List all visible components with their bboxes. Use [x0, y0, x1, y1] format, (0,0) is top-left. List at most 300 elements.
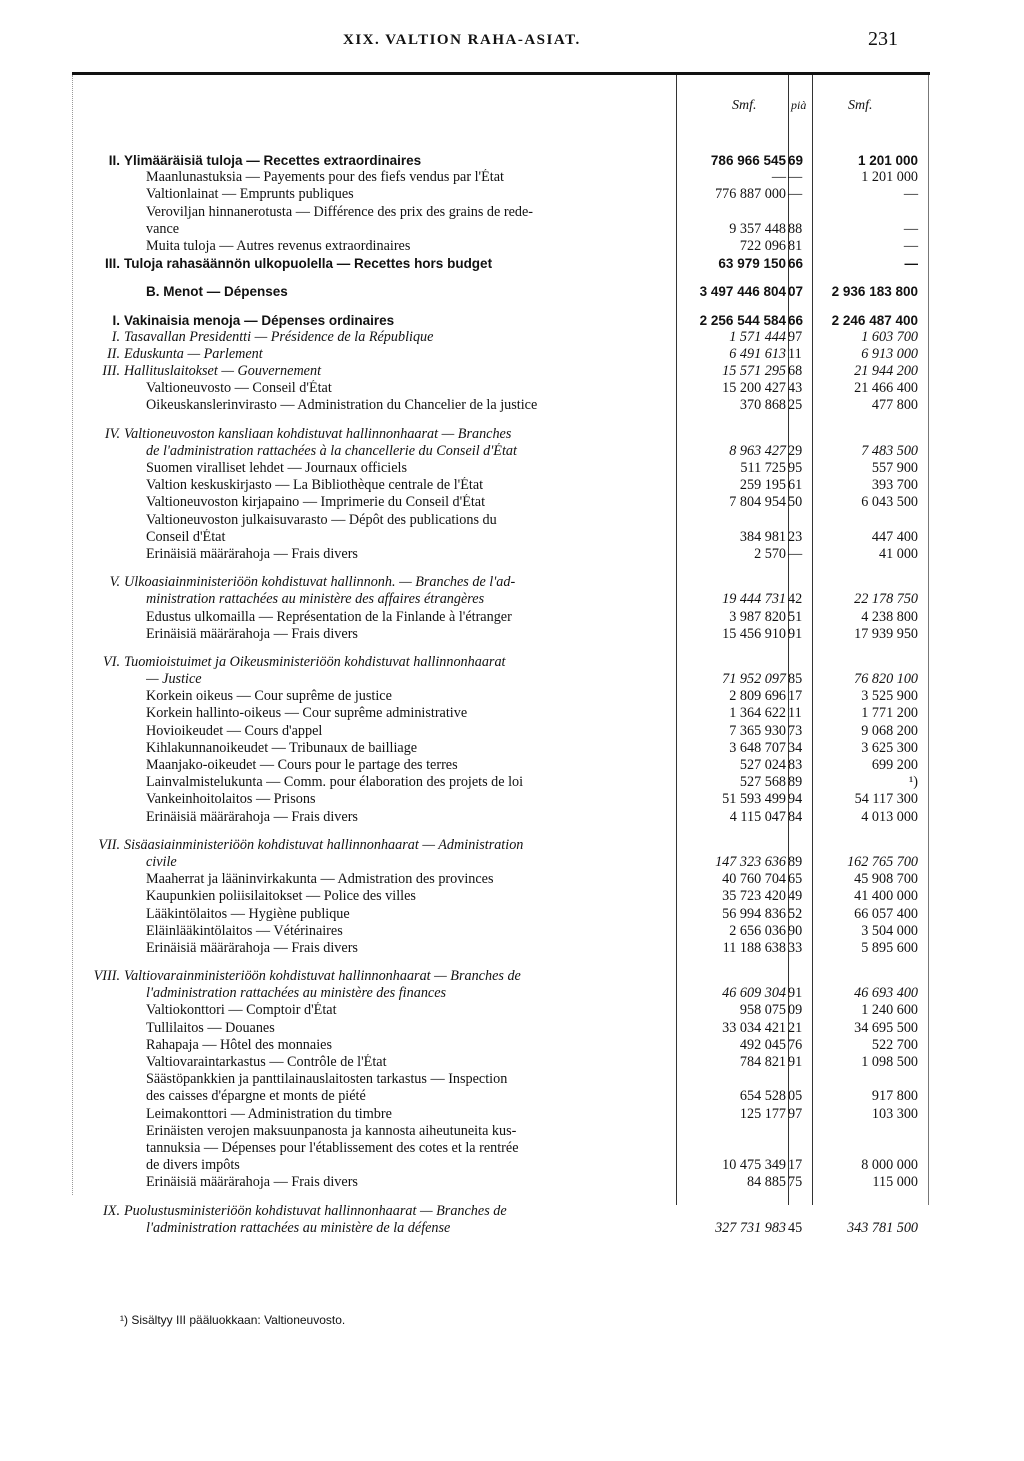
table-row [76, 654, 926, 671]
row-number: I. [112, 312, 120, 328]
value-c2: 49 [788, 888, 803, 905]
value-c3: 343 781 500 [847, 1219, 918, 1236]
value-c1: 511 725 [740, 460, 786, 476]
value-c1: 6 491 613 [729, 345, 786, 362]
value-c3: 9 068 200 [861, 722, 918, 739]
value-c3: 46 693 400 [854, 985, 918, 1002]
row-label [146, 1054, 672, 1071]
row-label-text: Maaherrat ja lääninvirkakunta — Admistration des provinces [146, 871, 494, 888]
row-label [146, 529, 672, 546]
table-row [76, 380, 926, 397]
value-c3: 1 098 500 [861, 1054, 918, 1070]
value-c1: 7 365 930 [729, 722, 786, 739]
value-c1: 958 075 [739, 1002, 786, 1019]
row-label [146, 854, 672, 871]
value-c2: 88 [788, 220, 803, 237]
value-c2: 91 [788, 1054, 803, 1070]
value-c2: 17 [788, 1157, 803, 1174]
table-row [76, 774, 926, 791]
value-c3: 522 700 [871, 1036, 918, 1053]
table-row [76, 221, 926, 238]
value-c3: 8 000 000 [861, 1157, 918, 1174]
table-row [76, 923, 926, 940]
row-label-text: Muita tuloja — Autres revenus extraordinaires [146, 237, 411, 254]
value-c1: 527 024 [739, 757, 786, 773]
table-row [76, 204, 926, 221]
value-c2: — [788, 186, 803, 203]
table-row [76, 723, 926, 740]
row-label [124, 574, 672, 591]
value-c3: 699 200 [871, 757, 918, 773]
value-c2: 75 [788, 1174, 803, 1191]
table-row [76, 152, 926, 169]
value-c1: 35 723 420 [722, 888, 786, 905]
value-c2: 66 [788, 312, 804, 328]
row-spacer [76, 563, 926, 574]
row-label [146, 1140, 672, 1157]
value-c1: 776 887 000 [715, 186, 786, 203]
row-label [146, 940, 672, 957]
table-row [76, 574, 926, 591]
value-c2: 69 [788, 153, 804, 168]
value-c2: 83 [788, 757, 803, 773]
table-row [76, 985, 926, 1002]
row-label-text: des caisses d'épargne et monts de piété [146, 1088, 366, 1105]
value-c1: 527 568 [739, 774, 786, 791]
value-c1: — [771, 169, 786, 186]
value-c2: 45 [788, 1219, 803, 1236]
value-c1: 3 497 446 804 [699, 284, 786, 300]
row-label-text: Eläinlääkintölaitos — Vétérinaires [146, 922, 343, 939]
column-header-c3: Smf. [848, 98, 873, 113]
row-label-text: Korkein hallinto-oikeus — Cour suprême administrative [146, 705, 468, 722]
value-c1: 259 195 [739, 477, 786, 494]
value-c2: 11 [788, 705, 802, 722]
table-row [76, 397, 926, 414]
table-row [76, 426, 926, 443]
row-label [146, 512, 672, 529]
row-label-text: Erinäisiä määrärahoja — Frais divers [146, 1174, 358, 1191]
row-label-text: de divers impôts [146, 1157, 240, 1174]
table-row [76, 529, 926, 546]
row-label [146, 923, 672, 940]
table-row [76, 1220, 926, 1237]
value-c3: 21 944 200 [854, 363, 918, 380]
table-row [76, 1157, 926, 1174]
value-c2: 23 [788, 528, 803, 545]
row-label-text: de l'administration rattachées à la chancellerie du Conseil d'État [146, 442, 517, 459]
value-c1: 784 821 [739, 1054, 786, 1070]
value-c3: — [903, 220, 918, 237]
footnote: ¹) Sisältyy III pääluokkaan: Valtioneuvosto. [120, 1313, 346, 1327]
value-c2: 76 [788, 1036, 803, 1053]
row-label-text: Erinäisiä määrärahoja — Frais divers [146, 625, 358, 642]
row-label-text: Conseil d'État [146, 528, 226, 545]
table-row [76, 460, 926, 477]
row-label [146, 380, 672, 397]
row-label [146, 671, 672, 688]
value-c3: 3 504 000 [861, 922, 918, 939]
row-label [146, 906, 672, 923]
value-c1: 2 809 696 [729, 688, 786, 705]
row-label [146, 204, 672, 221]
value-c3: 41 400 000 [854, 888, 918, 905]
dot-leader [146, 867, 672, 868]
table-row [76, 255, 926, 272]
value-c2: 25 [788, 397, 803, 414]
row-label-text: Valtiokonttori — Comptoir d'État [146, 1002, 337, 1019]
value-c3: 41 000 [878, 545, 918, 562]
value-c3: 6 913 000 [861, 345, 918, 362]
value-c1: 33 034 421 [722, 1019, 786, 1036]
running-title: XIX. VALTION RAHA-ASIAT. [343, 32, 581, 48]
table-row [76, 1123, 926, 1140]
row-label-text: — Justice [146, 671, 202, 688]
value-c2: 91 [788, 985, 803, 1002]
row-label-text: Valtioneuvoston kansliaan kohdistuvat hallinnonhaarat — Branches [124, 425, 512, 442]
value-c2: 68 [788, 363, 803, 380]
value-c2: 50 [788, 494, 803, 511]
table-row [76, 757, 926, 774]
table-row [76, 512, 926, 529]
value-c3: 76 820 100 [854, 671, 918, 688]
row-label [146, 283, 672, 301]
row-label-text: Valtionlainat — Emprunts publiques [146, 186, 354, 203]
row-label-text: Valtioneuvoston kirjapaino — Imprimerie du Conseil d'État [146, 494, 486, 511]
row-label [146, 871, 672, 888]
value-c1: 15 571 295 [722, 363, 786, 380]
value-c1: 722 096 [739, 237, 786, 254]
row-label-text: tannuksia — Dépenses pour l'établissement des cotes et la rentrée [146, 1139, 519, 1156]
row-label [124, 837, 672, 854]
row-spacer [76, 415, 926, 426]
row-number: II. [108, 153, 120, 168]
value-c3: 103 300 [871, 1105, 918, 1122]
row-label-text: Vankeinhoitolaitos — Prisons [146, 791, 316, 808]
table-row [76, 1020, 926, 1037]
value-c3: 1 603 700 [861, 328, 918, 345]
row-label [146, 1020, 672, 1037]
row-label-text: Hallituslaitokset — Gouvernement [124, 363, 322, 380]
table-row [76, 1071, 926, 1088]
row-label-text: Säästöpankkien ja panttilainauslaitosten tarkastus — Inspection [146, 1071, 508, 1088]
row-number: III. [102, 363, 120, 380]
table-row [76, 1106, 926, 1123]
value-c3: 5 895 600 [861, 939, 918, 956]
table-row [76, 888, 926, 905]
value-c1: 3 648 707 [729, 739, 786, 756]
row-label [146, 238, 672, 255]
row-number: II. [107, 345, 120, 362]
row-label-text: Eduskunta — Parlement [124, 345, 263, 362]
row-spacer [76, 1192, 926, 1203]
row-label [146, 888, 672, 905]
row-label-text: Oikeuskanslerinvirasto — Administration du Chancelier de la justice [146, 397, 538, 414]
row-spacer [76, 272, 926, 283]
page-header [0, 28, 1024, 54]
row-label-text: Sisäasiainministeriöön kohdistuvat hallinnonhaarat — Administration [124, 836, 524, 853]
value-c3: 2 246 487 400 [831, 312, 918, 328]
row-label [146, 1220, 672, 1237]
table-row [76, 906, 926, 923]
table-row [76, 1203, 926, 1220]
row-label [124, 152, 672, 170]
table-row [76, 940, 926, 957]
value-c3: 22 178 750 [854, 591, 918, 608]
value-c2: 61 [788, 477, 803, 494]
value-c1: 1 571 444 [729, 328, 786, 345]
value-c3: 17 939 950 [854, 625, 918, 642]
row-label-text: civile [146, 853, 177, 870]
value-c1: 147 323 636 [715, 853, 786, 870]
table-row [76, 968, 926, 985]
row-label-text: Lääkintölaitos — Hygiène publique [146, 905, 350, 922]
value-c3: 3 625 300 [861, 739, 918, 756]
dot-leader [146, 684, 672, 685]
row-label-text: Kaupunkien poliisilaitokset — Police des villes [146, 888, 416, 905]
table-row [76, 609, 926, 626]
row-label [146, 477, 672, 494]
row-label-text: B. Menot — Dépenses [146, 284, 288, 300]
row-label [146, 1157, 672, 1174]
row-number: VII. [98, 836, 120, 853]
row-label-text: Valtioneuvosto — Conseil d'État [146, 380, 332, 397]
row-label [146, 1002, 672, 1019]
value-c2: 89 [788, 774, 803, 791]
row-label-text: Erinäisiä määrärahoja — Frais divers [146, 808, 358, 825]
value-c3: 45 908 700 [854, 871, 918, 888]
value-c3: 21 466 400 [854, 380, 918, 397]
row-number: I. [111, 328, 120, 345]
row-label-text: ministration rattachées au ministère des affaires étrangères [146, 591, 485, 608]
row-label-text: Erinäisten verojen maksuunpanosta ja kannosta aiheutuneita kus- [146, 1122, 517, 1139]
row-label [146, 985, 672, 1002]
row-label-text: Lainvalmistelukunta — Comm. pour élaboration des projets de loi [146, 774, 524, 791]
value-c2: 29 [788, 442, 803, 459]
value-c3: 34 695 500 [854, 1019, 918, 1036]
value-c1: 384 981 [739, 528, 786, 545]
row-number: VIII. [93, 968, 120, 985]
value-c3: 1 201 000 [861, 169, 918, 186]
row-label-text: Maanlunastuksia — Payements pour des fiefs vendus par l'État [146, 169, 504, 186]
value-c1: 15 456 910 [722, 625, 786, 642]
value-c1: 3 987 820 [729, 608, 786, 625]
value-c3: 162 765 700 [847, 853, 918, 870]
value-c2: 85 [788, 671, 803, 688]
table-row [76, 688, 926, 705]
value-c3: 447 400 [871, 528, 918, 545]
row-label-text: Erinäisiä määrärahoja — Frais divers [146, 939, 358, 956]
table-row [76, 1002, 926, 1019]
value-c2: — [788, 169, 803, 186]
value-c1: 84 885 [746, 1174, 786, 1191]
value-c1: 4 115 047 [729, 808, 786, 825]
table-row [76, 854, 926, 871]
row-label [146, 591, 672, 608]
value-c1: 370 868 [739, 397, 786, 414]
row-label-text: Tasavallan Presidentti — Présidence de la République [124, 328, 434, 345]
row-spacer [76, 301, 926, 312]
row-label-text: Suomen viralliset lehdet — Journaux officiels [146, 460, 407, 476]
row-label-text: Tuloja rahasäännön ulkopuolella — Recettes hors budget [124, 256, 493, 272]
table-row [76, 494, 926, 511]
page-number: 231 [868, 28, 898, 50]
value-c1: 125 177 [739, 1105, 786, 1122]
value-c2: 42 [788, 591, 803, 608]
row-label-text: Leimakonttori — Administration du timbre [146, 1105, 392, 1122]
value-c1: 15 200 427 [722, 380, 786, 397]
row-label [146, 723, 672, 740]
value-c3: 2 936 183 800 [831, 284, 918, 300]
value-c2: 95 [788, 460, 803, 476]
row-label-text: Tullilaitos — Douanes [146, 1019, 275, 1036]
row-label-text: Kihlakunnanoikeudet — Tribunaux de bailliage [146, 739, 418, 756]
value-c3: ¹) [909, 774, 918, 791]
value-c3: 4 238 800 [861, 608, 918, 625]
table-row [76, 546, 926, 563]
row-label [146, 546, 672, 563]
value-c2: 33 [788, 939, 803, 956]
value-c2: 66 [788, 256, 804, 272]
table-row [76, 1054, 926, 1071]
row-label-text: Ulkoasiainministeriöön kohdistuvat hallinnonh. — Branches de l'ad- [124, 574, 516, 591]
table-row [76, 1174, 926, 1191]
value-c3: 6 043 500 [861, 494, 918, 511]
table-row [76, 477, 926, 494]
row-label-text: Maanjako-oikeudet — Cours pour le partage des terres [146, 757, 458, 773]
table-row [76, 1140, 926, 1157]
table-row [76, 591, 926, 608]
row-label [146, 1088, 672, 1105]
row-label-text: Erinäisiä määrärahoja — Frais divers [146, 545, 358, 562]
value-c3: 4 013 000 [861, 808, 918, 825]
value-c2: 81 [788, 237, 803, 254]
value-c1: 40 760 704 [722, 871, 786, 888]
row-spacer [76, 826, 926, 837]
value-c3: 1 201 000 [857, 153, 918, 168]
value-c2: 34 [788, 739, 803, 756]
value-c1: 327 731 983 [715, 1219, 786, 1236]
table-row [76, 1088, 926, 1105]
value-c3: 66 057 400 [854, 905, 918, 922]
row-label-text: Korkein oikeus — Cour suprême de justice [146, 688, 392, 705]
row-label [124, 1203, 672, 1220]
value-c1: 51 593 499 [722, 791, 786, 808]
table-row [76, 740, 926, 757]
row-number: VI. [103, 653, 120, 670]
row-spacer [76, 643, 926, 654]
value-c2: 17 [788, 688, 803, 705]
value-c2: 91 [788, 625, 803, 642]
row-label-text: Valtiovarainministeriöön kohdistuvat hallinnonhaarat — Branches de [124, 968, 521, 985]
row-label [124, 363, 672, 380]
value-c2: 94 [788, 791, 803, 808]
value-c1: 2 570 [754, 545, 786, 562]
row-label [146, 626, 672, 643]
row-label-text: Edustus ulkomailla — Représentation de la Finlande à l'étranger [146, 608, 512, 625]
value-c1: 1 364 622 [729, 705, 786, 722]
row-label [146, 740, 672, 757]
row-label [124, 255, 672, 273]
value-c2: 51 [788, 608, 803, 625]
row-label-text: l'administration rattachées au ministère de la défense [146, 1219, 451, 1236]
row-label [146, 1037, 672, 1054]
left-margin-dots [72, 75, 74, 1195]
row-label [146, 757, 672, 774]
value-c1: 8 963 427 [729, 442, 786, 459]
row-label [124, 968, 672, 985]
table-row [76, 346, 926, 363]
row-label [146, 1071, 672, 1088]
value-c1: 2 656 036 [729, 922, 786, 939]
row-label [146, 186, 672, 203]
header-rule [72, 72, 930, 75]
row-label [124, 654, 672, 671]
value-c1: 2 256 544 584 [699, 312, 786, 328]
table-row [76, 238, 926, 255]
value-c3: 393 700 [871, 477, 918, 494]
table-row [76, 791, 926, 808]
value-c3: — [903, 237, 918, 254]
value-c2: 05 [788, 1088, 803, 1105]
row-label [146, 705, 672, 722]
column-header-c1: Smf. [732, 98, 757, 113]
value-c2: 97 [788, 1105, 803, 1122]
row-label [146, 1123, 672, 1140]
value-c1: 56 994 836 [722, 905, 786, 922]
row-label [146, 1106, 672, 1123]
table-row [76, 809, 926, 826]
value-c3: 3 525 900 [861, 688, 918, 705]
table-row [76, 626, 926, 643]
row-label [146, 494, 672, 511]
row-label [146, 688, 672, 705]
value-c3: — [904, 256, 918, 272]
value-c1: 492 045 [739, 1036, 786, 1053]
table-row [76, 329, 926, 346]
row-label [124, 329, 672, 346]
value-c1: 7 804 954 [729, 494, 786, 511]
row-label [146, 397, 672, 414]
row-number: IV. [104, 425, 120, 442]
row-label-text: Tuomioistuimet ja Oikeusministeriöön kohdistuvat hallinnonhaarat [124, 653, 506, 670]
table-row [76, 283, 926, 300]
value-c1: 786 966 545 [710, 153, 786, 168]
table-row [76, 169, 926, 186]
value-c3: — [903, 186, 918, 203]
row-label-text: Vakinaisia menoja — Dépenses ordinaires [124, 312, 395, 328]
value-c2: 84 [788, 808, 803, 825]
table-row [76, 186, 926, 203]
value-c3: 1 771 200 [861, 705, 918, 722]
row-label-text: Rahapaja — Hôtel des monnaies [146, 1036, 332, 1053]
row-label-text: Valtioneuvoston julkaisuvarasto — Dépôt des publications du [146, 511, 497, 528]
row-number: V. [109, 574, 120, 591]
row-label [124, 426, 672, 443]
value-c3: 1 240 600 [861, 1002, 918, 1019]
row-spacer [76, 957, 926, 968]
value-c2: 65 [788, 871, 803, 888]
row-label [146, 774, 672, 791]
row-label-text: Valtiovaraintarkastus — Contrôle de l'État [146, 1054, 387, 1070]
value-c2: 21 [788, 1019, 803, 1036]
value-c2: — [788, 545, 803, 562]
table-row [76, 1037, 926, 1054]
table-row [76, 363, 926, 380]
row-label-text: Hovioikeudet — Cours d'appel [146, 722, 323, 739]
table-row [76, 312, 926, 329]
table-row [76, 671, 926, 688]
